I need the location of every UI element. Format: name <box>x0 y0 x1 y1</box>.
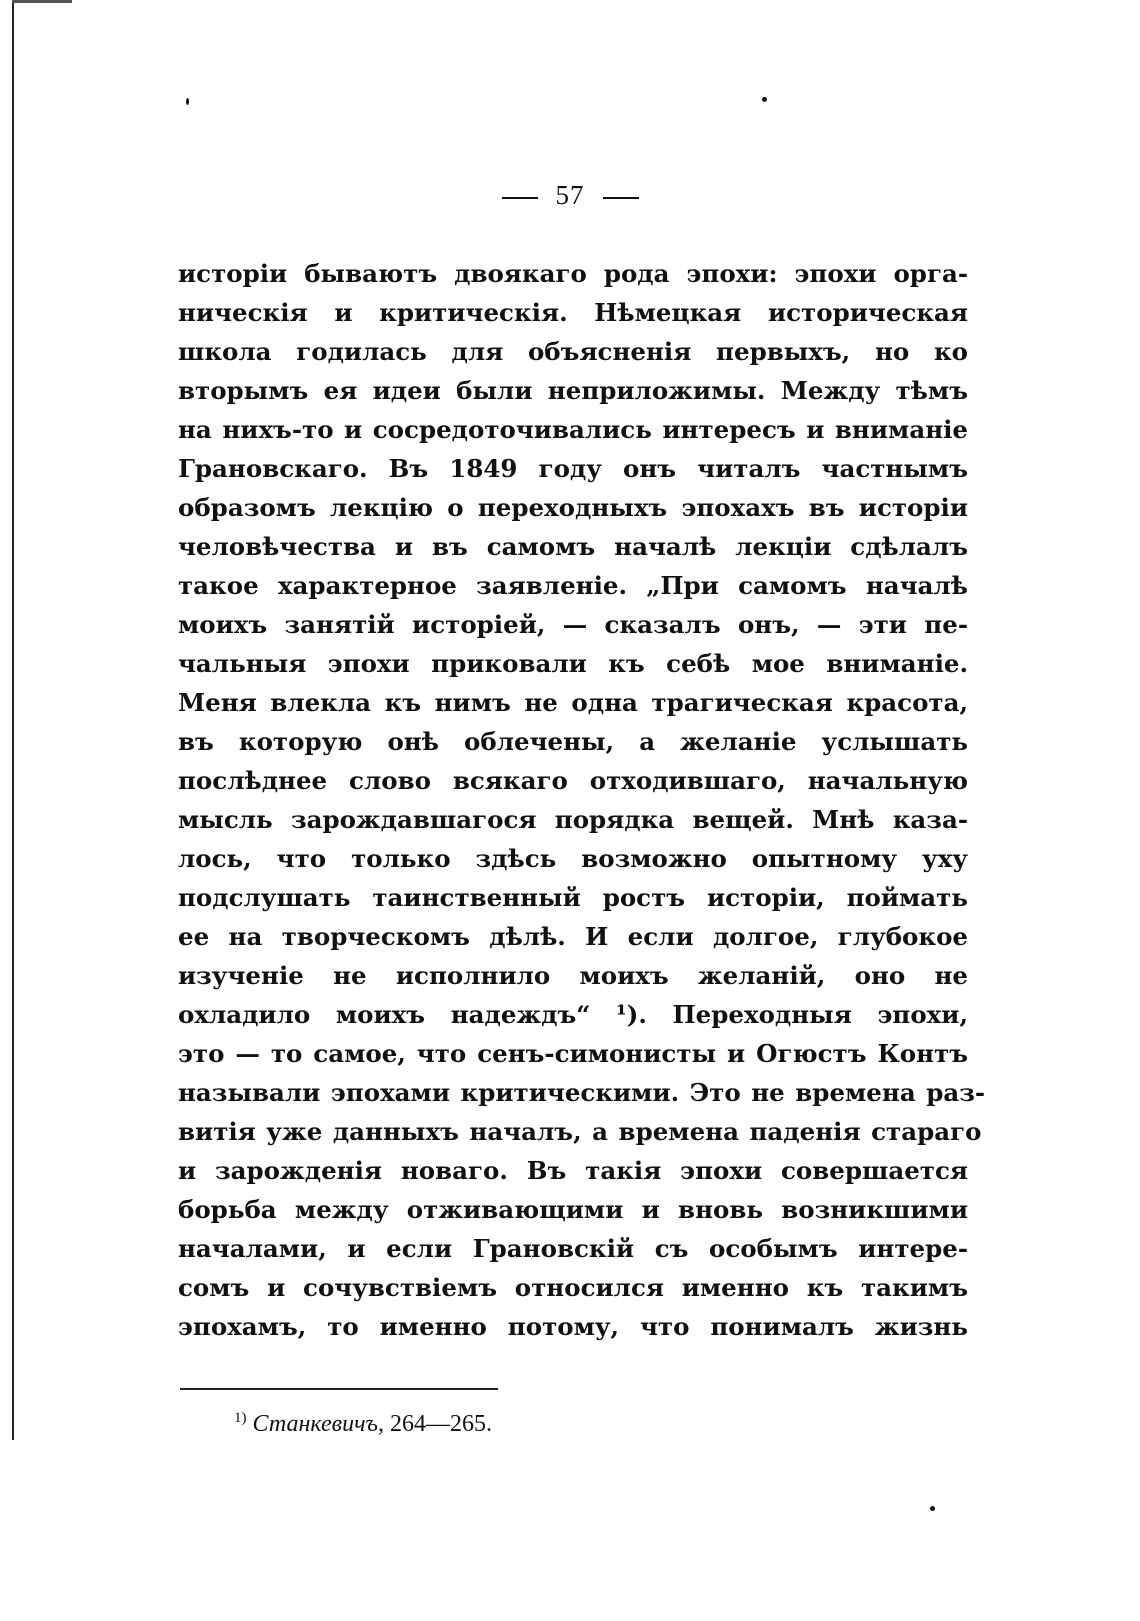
text-line: въ которую онѣ облечены, а желаніе услышать <box>178 727 968 756</box>
text-line: охладило моихъ надеждъ“ ¹). Переходныя эпохи, <box>178 1000 968 1029</box>
scan-speck <box>930 1506 935 1511</box>
scan-speck <box>186 98 189 105</box>
footnote-divider <box>180 1388 498 1390</box>
text-line: изученіе не исполнило моихъ желаній, оно не <box>178 961 968 990</box>
text-line: школа годилась для объясненія первыхъ, но ко <box>178 337 968 366</box>
text-line: и зарожденія новаго. Въ такія эпохи совершается <box>178 1156 968 1185</box>
scan-speck <box>762 97 767 102</box>
text-line: послѣднее слово всякаго отходившаго, начальную <box>178 766 968 795</box>
text-line: борьба между отживающими и вновь возникшими <box>178 1195 968 1224</box>
text-line: такое характерное заявленіе. „При самомъ началѣ <box>178 571 968 600</box>
scan-edge-mark <box>12 0 72 3</box>
text-line: вторымъ ея идеи были неприложимы. Между тѣмъ <box>178 376 968 405</box>
text-line: ее на творческомъ дѣлѣ. И если долгое, глубокое <box>178 922 968 951</box>
text-line: подслушать таинственный ростъ исторіи, поймать <box>178 883 968 912</box>
text-line: эпохамъ, то именно потому, что понималъ жизнь <box>178 1312 968 1341</box>
text-line: лось, что только здѣсь возможно опытному уху <box>178 844 968 873</box>
page-number: 57 <box>0 180 1140 211</box>
text-line: чальныя эпохи приковали къ себѣ мое вниманіе. <box>178 649 968 678</box>
text-line: называли эпохами критическими. Это не времена раз- <box>178 1078 986 1107</box>
text-line: это — то самое, что сенъ-симонисты и Огюстъ Контъ <box>178 1039 968 1068</box>
footnote <box>234 1410 492 1438</box>
text-line: образомъ лекцію о переходныхъ эпохахъ въ исторіи <box>178 493 968 522</box>
footnote-marker: 1) <box>234 1410 247 1426</box>
text-line: моихъ занятій исторіей, — сказалъ онъ, — эти пе- <box>178 610 968 639</box>
text-line: Грановскаго. Въ 1849 году онъ читалъ частнымъ <box>178 454 968 483</box>
text-line: исторіи бываютъ двоякаго рода эпохи: эпохи орга- <box>178 259 968 288</box>
text-line: витія уже данныхъ началъ, а времена паденія стараго <box>178 1117 982 1146</box>
text-line: ническія и критическія. Нѣмецкая историческая <box>178 298 968 327</box>
text-line: Меня влекла къ нимъ не одна трагическая красота, <box>178 688 968 717</box>
text-line: сомъ и сочувствіемъ относился именно къ такимъ <box>178 1273 968 1302</box>
text-line: началами, и если Грановскій съ особымъ интере- <box>178 1234 968 1263</box>
footnote-pages: , 264—265. <box>377 1411 492 1437</box>
footnote-source: Станкевичъ <box>252 1411 378 1437</box>
text-line: человѣчества и въ самомъ началѣ лекціи сдѣлалъ <box>178 532 968 561</box>
scan-edge-line <box>12 0 14 1440</box>
text-line: на нихъ-то и сосредоточивались интересъ и вниманіе <box>178 415 969 444</box>
text-line: мысль зарождавшагося порядка вещей. Мнѣ каза- <box>178 805 968 834</box>
main-text <box>178 254 986 1346</box>
